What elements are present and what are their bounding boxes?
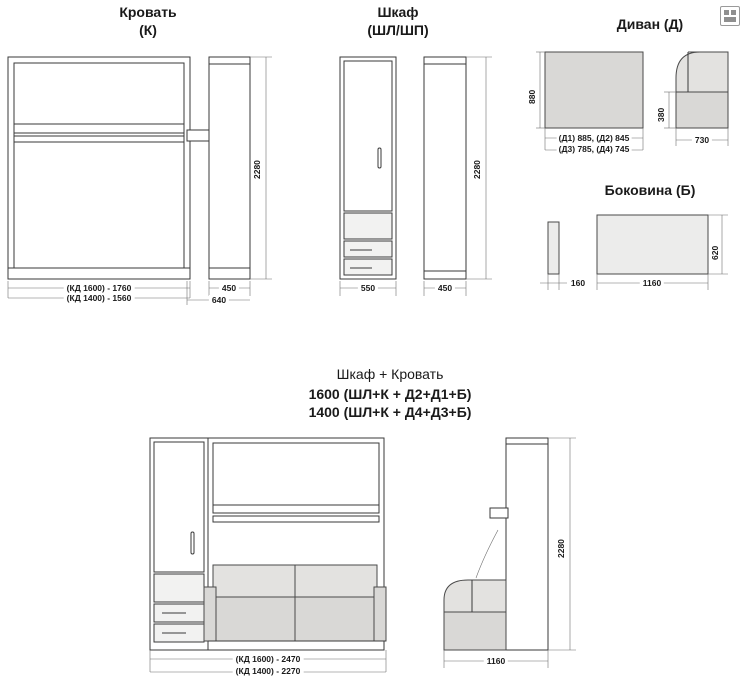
combo-front-view bbox=[150, 438, 386, 650]
sofa-seat-height: 380 bbox=[656, 107, 666, 122]
bed-front-view bbox=[8, 57, 190, 279]
sofa-title: Диван (Д) bbox=[616, 16, 684, 32]
bed-side-width: 640 bbox=[209, 295, 229, 305]
sofa-front-view bbox=[545, 52, 643, 128]
bed-front-w1: (КД 1600) - 1760 bbox=[64, 283, 135, 293]
wardrobe-side-depth: 450 bbox=[435, 283, 455, 293]
combo-width-line1: (КД 1600) - 2470 bbox=[233, 654, 304, 664]
sofa-width-line1: (Д1) 885, (Д2) 845 bbox=[558, 133, 630, 143]
bed-front-w2: (КД 1400) - 1560 bbox=[64, 293, 135, 303]
side-height: 620 bbox=[710, 245, 720, 260]
side-thickness: 160 bbox=[570, 278, 586, 288]
bed-title-line2: (К) bbox=[139, 22, 157, 38]
bed-title-line1: Кровать bbox=[119, 4, 177, 20]
sidepanel-title: Боковина (Б) bbox=[604, 182, 696, 198]
wardrobe-title-line1: Шкаф bbox=[377, 4, 419, 20]
combo-title: Шкаф + Кровать bbox=[336, 366, 444, 382]
bed-side-depth: 450 bbox=[219, 283, 239, 293]
sidepanel-views bbox=[548, 215, 708, 274]
side-length: 1160 bbox=[640, 278, 664, 288]
sofa-depth: 730 bbox=[692, 135, 712, 145]
wardrobe-height: 2280 bbox=[472, 160, 482, 179]
bed-side-view bbox=[187, 57, 250, 279]
combo-line1: 1600 (ШЛ+К + Д2+Д1+Б) bbox=[308, 386, 472, 402]
combo-side-depth: 1160 bbox=[484, 656, 508, 666]
wardrobe-width: 550 bbox=[358, 283, 378, 293]
sofa-width-line2: (Д3) 785, (Д4) 745 bbox=[558, 144, 630, 154]
sofa-height: 880 bbox=[527, 89, 537, 104]
combo-width-line2: (КД 1400) - 2270 bbox=[233, 666, 304, 676]
wardrobe-front-view bbox=[340, 57, 396, 279]
combo-line2: 1400 (ШЛ+К + Д4+Д3+Б) bbox=[308, 404, 472, 420]
wardrobe-side-view bbox=[424, 57, 466, 279]
wardrobe-title-line2: (ШЛ/ШП) bbox=[367, 22, 429, 38]
combo-height: 2280 bbox=[556, 539, 566, 558]
combo-side-view bbox=[444, 438, 548, 650]
bed-height: 2280 bbox=[252, 160, 262, 179]
sofa-side-view bbox=[676, 52, 728, 128]
